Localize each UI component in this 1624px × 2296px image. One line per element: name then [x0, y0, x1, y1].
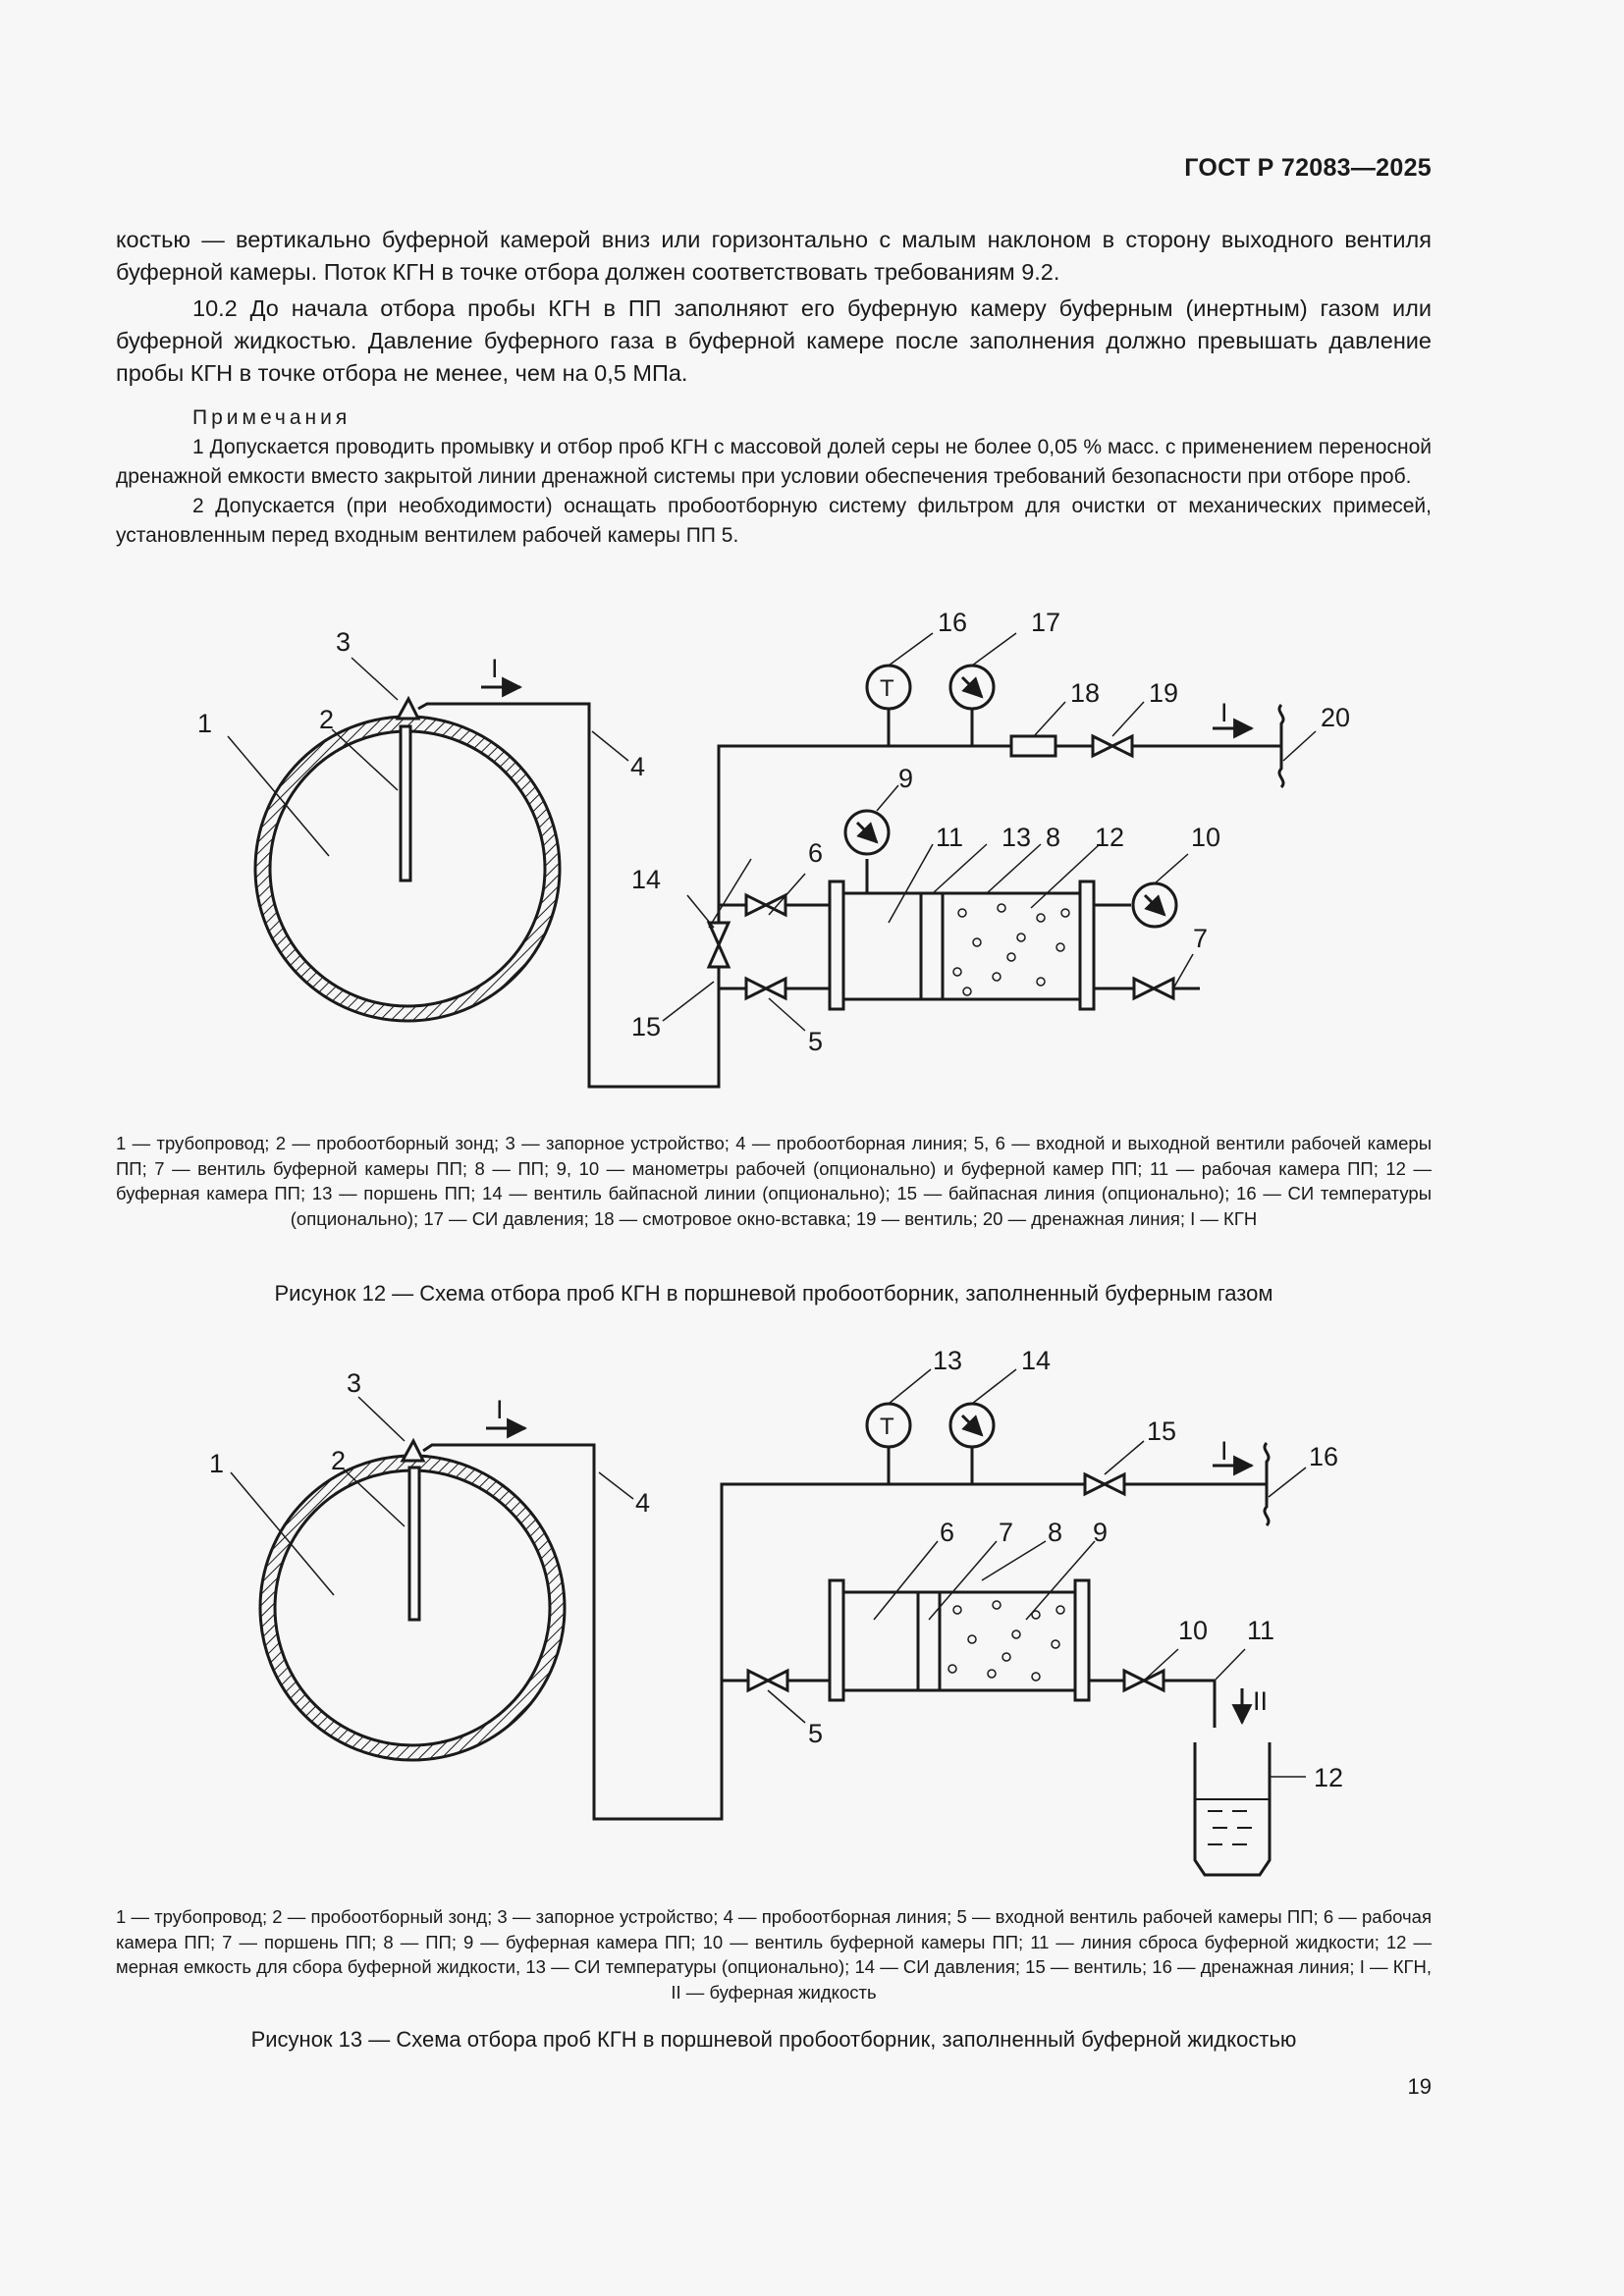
fig12-flow-label-b: I [1220, 698, 1228, 727]
fig13-label-15: 15 [1147, 1416, 1177, 1446]
fig12-thermo-letter: T [880, 675, 894, 702]
paragraph-continuation: костью — вертикально буферной камерой вниз или горизонтально с малым наклоном в сторону выходного вентиля буферной камеры. Поток КГН в точке отбора должен соответствовать требованиям 9.2. [116, 227, 1432, 285]
fig13-thermo-letter: T [880, 1414, 894, 1440]
fig13-flow-label-c: II [1253, 1686, 1269, 1716]
fig12-label-15: 15 [631, 1012, 662, 1041]
bypass-valve-14 [709, 923, 729, 967]
fig13-flow-label-a: I [496, 1395, 504, 1424]
fig12-label-9: 9 [898, 764, 914, 793]
fig12-label-18: 18 [1070, 678, 1101, 708]
fig12-label-3: 3 [336, 627, 352, 657]
drain-line-16 [1265, 1443, 1269, 1525]
measuring-vessel-12 [1195, 1742, 1270, 1875]
figure-13-diagram [231, 1369, 1306, 1875]
sight-glass-18 [1011, 736, 1056, 756]
fig12-label-12: 12 [1095, 823, 1125, 852]
fig12-label-17: 17 [1031, 608, 1061, 637]
fig13-label-6: 6 [940, 1518, 955, 1547]
valve-15-fig13 [1085, 1474, 1124, 1494]
page-number: 19 [1407, 2074, 1432, 2099]
note-2: 2 Допускается (при необходимости) оснащать пробоотборную систему фильтром для очистки от механических примесей, установленным перед входным вентилем рабочей камеры ПП 5. [116, 495, 1432, 547]
fig12-label-7: 7 [1193, 924, 1209, 953]
fig13-label-9: 9 [1093, 1518, 1109, 1547]
fig13-label-13: 13 [933, 1346, 963, 1375]
fig12-label-4: 4 [630, 752, 646, 781]
fig12-label-8: 8 [1046, 823, 1061, 852]
probe-13 [409, 1468, 419, 1620]
note-1: 1 Допускается проводить промывку и отбор проб КГН с массовой долей серы не более 0,05 % масс. с применением переносной дренажной емкости вместо закрытой линии дренажной системы при условии обеспечения требований безопасности при отборе проб. [116, 436, 1432, 488]
figure-13-caption: Рисунок 13 — Схема отбора проб КГН в поршневой пробоотборник, заполненный буферной жидкостью [250, 2027, 1297, 2052]
fig12-label-2: 2 [319, 705, 335, 734]
fig13-label-10: 10 [1178, 1616, 1209, 1645]
fig13-label-14: 14 [1021, 1346, 1052, 1375]
fig13-label-16: 16 [1309, 1442, 1339, 1471]
fig12-label-10: 10 [1191, 823, 1221, 852]
valve-5 [746, 979, 785, 998]
fig13-label-2: 2 [331, 1446, 347, 1475]
valve-6 [746, 895, 785, 915]
fig13-label-1: 1 [209, 1449, 225, 1478]
shutoff-device-12 [398, 699, 418, 719]
fig13-label-7: 7 [999, 1518, 1014, 1547]
figure-13-legend: 1 — трубопровод; 2 — пробоотборный зонд; 3 — запорное устройство; 4 — пробоотборная линия; 5 — входной вентиль рабочей камеры ПП; 6 — рабочая камера ПП; 7 — поршень ПП; 8 — ПП; 9 — буферная камера ПП; 10 — вентиль буферной камеры ПП; 11 — линия сброса буферной жидкости; 12 — мерная емкость для сбора буферной жидкости, 13 — СИ температуры (опционально); 14 — СИ давления; 15 — вентиль; 16 — дренажная линия; I — КГН, II — буферная жидкость [116, 1906, 1432, 2002]
fig13-label-8: 8 [1048, 1518, 1063, 1547]
fig13-label-11: 11 [1247, 1616, 1275, 1645]
drain-line-20 [1279, 705, 1283, 787]
valve-7 [1134, 979, 1173, 998]
document-id: ГОСТ Р 72083—2025 [1184, 154, 1432, 182]
fig12-label-11: 11 [936, 823, 964, 852]
shutoff-device-13 [403, 1441, 423, 1461]
fig12-label-5: 5 [808, 1027, 824, 1056]
notes-heading: Примечания [192, 406, 352, 429]
piston-sampler-13 [830, 1580, 1089, 1700]
fig12-label-13: 13 [1001, 823, 1032, 852]
fig12-label-1: 1 [197, 709, 213, 738]
fig13-label-12: 12 [1314, 1763, 1344, 1792]
valve-5-fig13 [748, 1671, 787, 1690]
fig13-label-4: 4 [635, 1488, 651, 1518]
fig12-label-20: 20 [1321, 703, 1351, 732]
figure-12-caption: Рисунок 12 — Схема отбора проб КГН в поршневой пробоотборник, заполненный буферным газом [274, 1281, 1273, 1306]
fig13-label-3: 3 [347, 1368, 362, 1398]
paragraph-10-2: 10.2 До начала отбора пробы КГН в ПП заполняют его буферную камеру буферным (инертным) газом или буферной жидкостью. Давление буферного газа в буферной камере после заполнения должно превышать давление пробы КГН в точке отбора не менее, чем на 0,5 МПа. [116, 295, 1432, 386]
valve-19 [1093, 736, 1132, 756]
figure-12-legend: 1 — трубопровод; 2 — пробоотборный зонд; 3 — запорное устройство; 4 — пробоотборная линия; 5, 6 — входной и выходной вентили рабочей камеры ПП; 7 — вентиль буферной камеры ПП; 8 — ПП; 9, 10 — манометры рабочей (опционально) и буферной камер ПП; 11 — рабочая камера ПП; 12 — буферная камера ПП; 13 — поршень ПП; 14 — вентиль байпасной линии (опционально); 15 — байпасная линия (опционально); 16 — СИ температуры (опционально); 17 — СИ давления; 18 — смотровое окно-вставка; 19 — вентиль; 20 — дренажная линия; I — КГН [116, 1133, 1432, 1229]
fig12-label-14: 14 [631, 865, 662, 894]
fig12-label-19: 19 [1149, 678, 1179, 708]
fig12-flow-label-a: I [491, 654, 499, 683]
probe-12 [401, 726, 410, 881]
fig12-label-16: 16 [938, 608, 968, 637]
fig13-label-5: 5 [808, 1719, 824, 1748]
fig13-flow-label-b: I [1220, 1436, 1228, 1466]
piston-sampler-12 [830, 881, 1094, 1009]
fig12-label-6: 6 [808, 838, 824, 868]
